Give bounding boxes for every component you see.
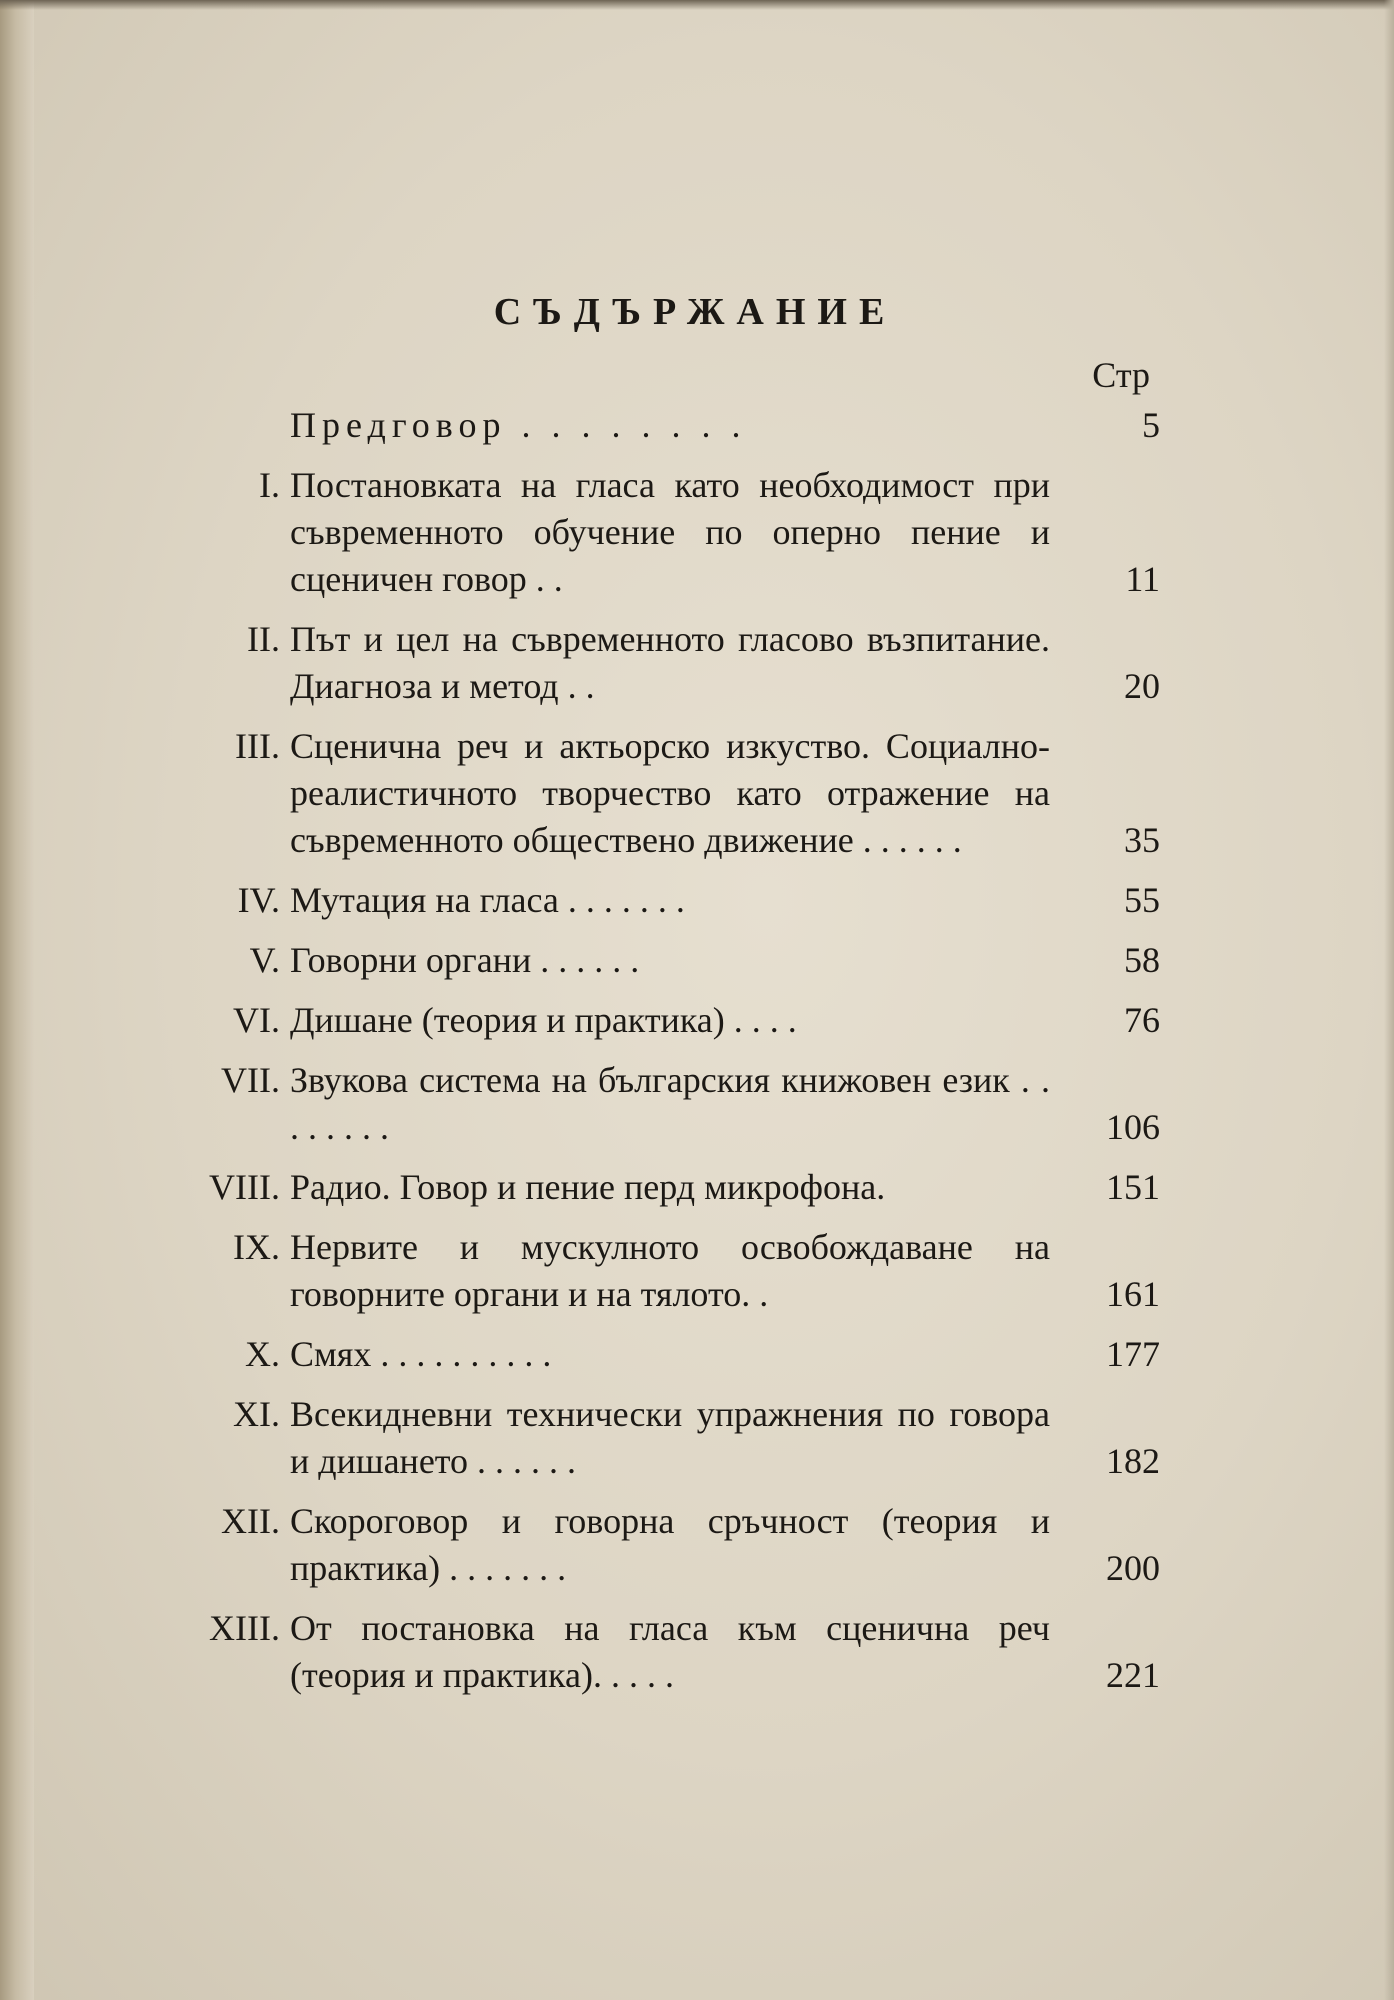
- toc-entry-page: 200: [1106, 1548, 1160, 1588]
- toc-entry-page: 11: [1125, 559, 1160, 599]
- toc-entry-title: Постановката на гласа като необходимост при съвременното обучение по оперно пение и сценичен говор . .: [290, 465, 1050, 599]
- toc-entry-title: Смях . . . . . . . . . .: [290, 1334, 552, 1374]
- toc-entry-title: Скороговор и говорна сръчност (теория и практика) . . . . . . .: [290, 1501, 1050, 1588]
- toc-entry-page: 58: [1124, 940, 1160, 980]
- toc-entry-3: [200, 723, 1180, 864]
- toc-entry-page: 221: [1106, 1655, 1160, 1695]
- toc-entry-number: V.: [249, 940, 280, 980]
- toc-entry-page: 76: [1124, 1000, 1160, 1040]
- toc-entry-title: Звукова система на българския книжовен език . . . . . . . .: [290, 1060, 1050, 1147]
- toc-entry-6: [200, 997, 1180, 1044]
- toc-entry-title: Сценична реч и актьорско изкуство. Социално-реалистичното творчество като отражение на съвременното обществено движение . . . . . .: [290, 726, 1050, 860]
- toc-entry-number: IV.: [237, 880, 280, 920]
- toc-entry-number: X.: [245, 1334, 280, 1374]
- toc-entry-title: От постановка на гласа към сценична реч (теория и практика). . . . .: [290, 1608, 1050, 1695]
- page-column-header: Стр: [1092, 355, 1150, 395]
- toc-entry-page: 182: [1106, 1441, 1160, 1481]
- toc-entry-number: XII.: [221, 1501, 280, 1541]
- toc-entry-number: VI.: [233, 1000, 280, 1040]
- toc-entry-page: 35: [1124, 820, 1160, 860]
- toc-entry-9: [200, 1224, 1180, 1318]
- toc-entry-page: 161: [1106, 1274, 1160, 1314]
- toc-entry-8: [200, 1164, 1180, 1211]
- toc-entry-10: [200, 1331, 1180, 1378]
- toc-entry-13: [200, 1605, 1180, 1699]
- toc-entry-2: [200, 616, 1180, 710]
- toc-entry-number: I.: [259, 465, 280, 505]
- toc-entry-title: Път и цел на съвременното гласово възпитание. Диагноза и метод . .: [290, 619, 1050, 706]
- toc-entry-page: 177: [1106, 1334, 1160, 1374]
- toc-entry-title: Предговор . . . . . . . .: [290, 405, 747, 445]
- toc-entry-title: Всекидневни технически упражнения по говора и дишането . . . . . .: [290, 1394, 1050, 1481]
- toc-entry-number: VII.: [221, 1060, 280, 1100]
- toc-entry-number: [200, 402, 290, 449]
- toc-entry-page: 55: [1124, 880, 1160, 920]
- toc-entry-number: XIII.: [209, 1608, 280, 1648]
- toc-entry-title: Говорни органи . . . . . .: [290, 940, 640, 980]
- page-top-shadow: [0, 0, 1394, 10]
- toc-entry-page: 20: [1124, 666, 1160, 706]
- toc-entry-number: VIII.: [209, 1167, 280, 1207]
- toc-entry-12: [200, 1498, 1180, 1592]
- toc-entry-number: II.: [247, 619, 280, 659]
- toc-entry-preface: [200, 402, 1180, 449]
- toc-entry-1: [200, 462, 1180, 603]
- toc-entry-number: XI.: [233, 1394, 280, 1434]
- toc-entry-title: Дишане (теория и практика) . . . .: [290, 1000, 797, 1040]
- toc-entry-11: [200, 1391, 1180, 1485]
- toc-title: СЪДЪРЖАНИЕ: [493, 291, 897, 333]
- page-right-edge: [1384, 0, 1394, 2000]
- toc-entry-number: IX.: [233, 1227, 280, 1267]
- toc-entry-page: 151: [1106, 1167, 1160, 1207]
- table-of-contents: [200, 290, 1180, 1712]
- toc-entry-title: Нервите и мускулното освобождаване на говорните органи и на тялото. .: [290, 1227, 1050, 1314]
- toc-entry-page: 5: [1142, 405, 1160, 445]
- toc-entry-7: [200, 1057, 1180, 1151]
- toc-entry-title: Мутация на гласа . . . . . . .: [290, 880, 685, 920]
- toc-entry-number: III.: [235, 726, 280, 766]
- toc-entry-page: 106: [1106, 1107, 1160, 1147]
- book-spine: [0, 0, 34, 2000]
- toc-entry-title: Радио. Говор и пение перд микрофона.: [290, 1167, 886, 1207]
- toc-entry-4: [200, 877, 1180, 924]
- toc-entry-5: [200, 937, 1180, 984]
